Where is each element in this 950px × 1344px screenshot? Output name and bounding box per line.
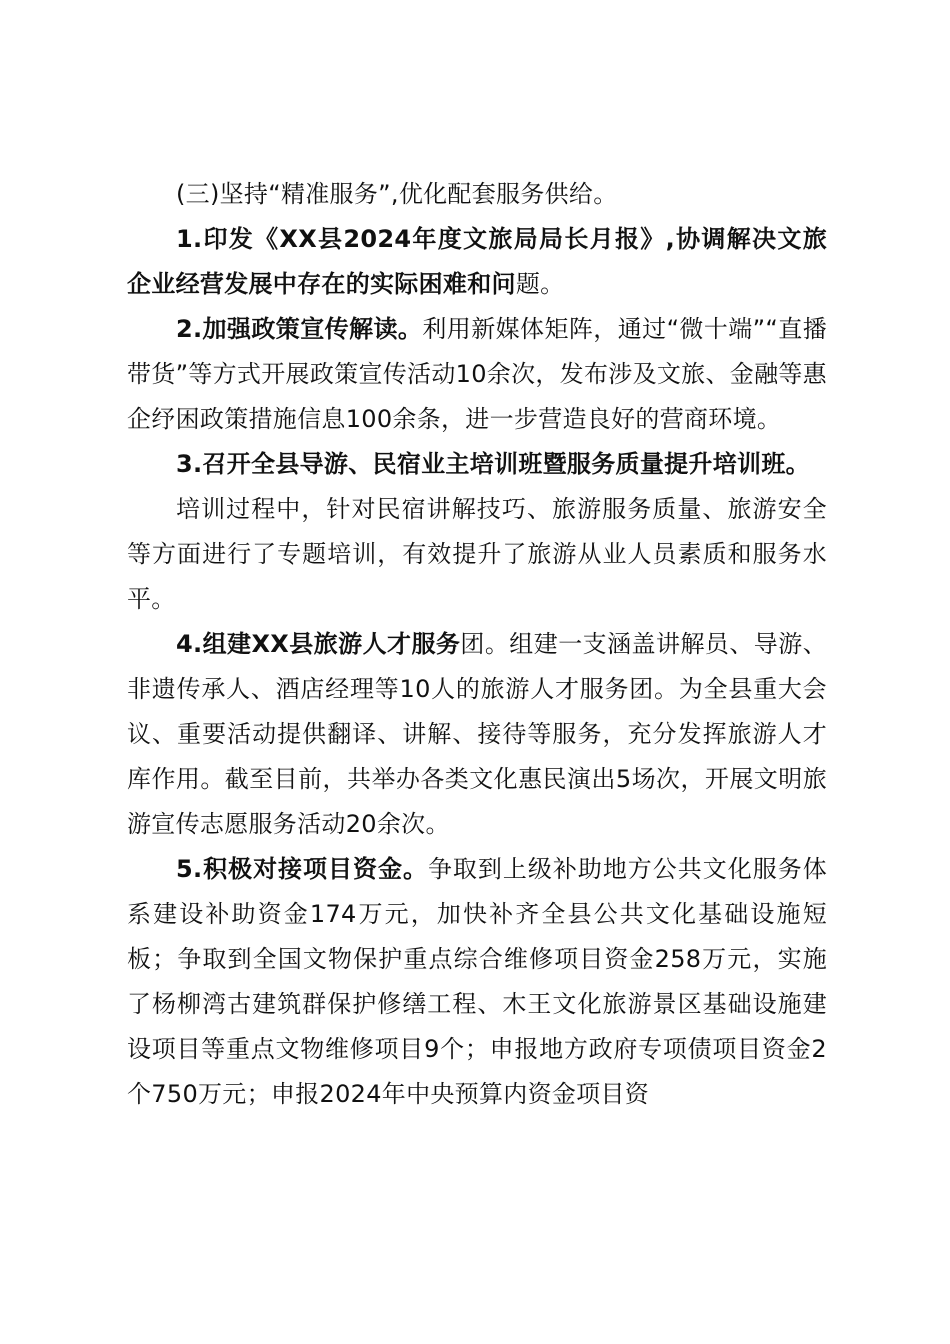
paragraph-body: 题。 — [515, 270, 565, 298]
paragraph-body: 培训过程中，针对民宿讲解技巧、旅游服务质量、旅游安全等方面进行了专题培训，有效提升了旅游从业人员素质和服务水平。 — [127, 495, 827, 613]
paragraph-body: 争取到上级补助地方公共文化服务体系建设补助资金174万元，加快补齐全县公共文化基础设施短板；争取到全国文物保护重点综合维修项目资金258万元，实施了杨柳湾古建筑群保护修缮工程、木王文化旅游景区基础设施建设项目等重点文物维修项目9个；申报地方政府专项债项目资金2个750万元；申报2024年中央预算内资金项目资 — [127, 855, 827, 1108]
paragraph-body: 团。组建一支涵盖讲解员、导游、非遗传承人、酒店经理等10人的旅游人才服务团。为全县重大会议、重要活动提供翻译、讲解、接待等服务，充分发挥旅游人才库作用。截至目前，共举办各类文化惠民演出5场次，开展文明旅游宣传志愿服务活动20余次。 — [127, 630, 827, 838]
paragraph-lead: 5.积极对接项目资金。 — [176, 855, 428, 883]
paragraph-lead: 4.组建XX县旅游人才服务 — [176, 630, 461, 658]
item-4-paragraph — [127, 622, 827, 847]
document-page — [127, 172, 827, 1117]
paragraph-lead: 1.印发《XX县2024年度文旅局局长月报》,协调解决文旅企业经营发展中存在的实际困难和问 — [127, 225, 827, 298]
paragraph-lead: 2.加强政策宣传解读。 — [176, 315, 423, 343]
item-1-paragraph — [127, 217, 827, 307]
paragraph-body: (三)坚持“精准服务”,优化配套服务供给。 — [176, 180, 618, 208]
item-2-paragraph — [127, 307, 827, 442]
paragraph-body: 利用新媒体矩阵，通过“微十端”“直播带货”等方式开展政策宣传活动10余次，发布涉及文旅、金融等惠企纾困政策措施信息100余条，进一步营造良好的营商环境。 — [127, 315, 827, 433]
item-5-paragraph — [127, 847, 827, 1117]
paragraph-lead: 3.召开全县导游、民宿业主培训班暨服务质量提升培训班。 — [176, 450, 810, 478]
section-heading-3 — [127, 172, 827, 217]
item-3-detail-paragraph — [127, 487, 827, 622]
item-3-paragraph — [127, 442, 827, 487]
